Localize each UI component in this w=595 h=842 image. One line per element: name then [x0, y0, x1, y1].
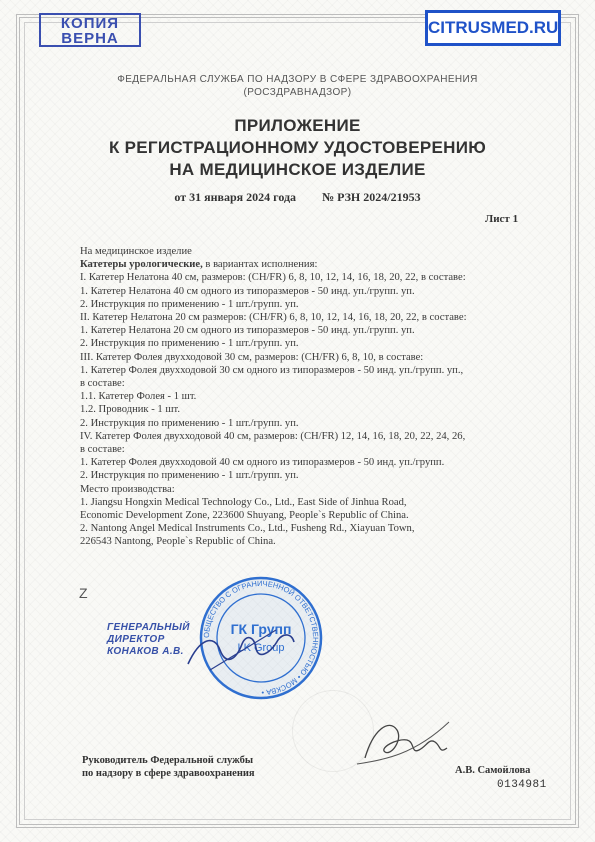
site-logo[interactable]: CITRUSMED.RU [425, 10, 561, 46]
director-stamp-line3: КОНАКОВ А.В. [107, 646, 184, 657]
copy-stamp-line2: ВЕРНА [61, 30, 119, 47]
director-stamp-line1: ГЕНЕРАЛЬНЫЙ [107, 622, 190, 633]
head-name: А.В. Самойлова [455, 765, 531, 776]
copy-verified-stamp [39, 13, 141, 47]
description-line: 226543 Nantong, People`s Republic of China. [80, 536, 276, 548]
director-stamp-line2: ДИРЕКТОР [107, 634, 165, 645]
description-line: Место производства: [80, 483, 175, 495]
description-line: На медицинское изделие [80, 246, 192, 257]
description-line: 2. Nantong Angel Medical Instruments Co., Ltd., Fusheng Rd., Xiayuan Town, [80, 523, 415, 535]
seal-center-text2: LK Group [237, 642, 285, 654]
number-prefix: № [322, 190, 335, 204]
head-title-line1: Руководитель Федеральной службы [82, 755, 254, 766]
z-mark: Z [79, 585, 88, 601]
description-line: 1.2. Проводник - 1 шт. [80, 404, 180, 416]
doc-date: 31 января 2024 года [189, 190, 297, 204]
doc-title-line2: К РЕГИСТРАЦИОННОМУ УДОСТОВЕРЕНИЮ [108, 138, 487, 157]
description-line: 1. Jiangsu Hongxin Medical Technology Co., Ltd., East Side of Jinhua Road, [80, 496, 407, 508]
doc-title-line3: НА МЕДИЦИНСКОЕ ИЗДЕЛИЕ [169, 160, 426, 179]
copy-stamp-line1: КОПИЯ [60, 15, 120, 32]
description-line: 2. Инструкция по применению - 1 шт./групп. уп. [80, 298, 299, 310]
description-line: 2. Инструкция по применению - 1 шт./групп. уп. [80, 338, 299, 350]
description-line: в составе: [80, 378, 125, 390]
description-line: IV. Катетер Фолея двухходовой 40 см, размеров: (CH/FR) 12, 14, 16, 18, 20, 22, 24, 26, [80, 430, 466, 442]
description-line: 1.1. Катетер Фолея - 1 шт. [80, 391, 197, 403]
sheet-number: Лист 1 [485, 213, 519, 225]
director-stamp [107, 622, 190, 658]
head-title-line2: по надзору в сфере здравоохранения [82, 768, 255, 779]
seal-center-text1: ГК Групп [230, 621, 292, 637]
description-line: Катетеры урологические, в вариантах исполнения: [80, 259, 318, 271]
doc-number: РЗН 2024/21953 [337, 190, 421, 204]
date-prefix: от [174, 190, 187, 204]
description-line: в составе: [80, 444, 125, 456]
description-line: 1. Катетер Нелатона 20 см одного из типоразмеров - 50 инд. уп./групп. уп. [80, 325, 415, 337]
director-signature [180, 620, 300, 680]
description-line: 1. Катетер Фолея двухходовой 30 см одного из типоразмеров - 50 инд. уп./групп. уп., [80, 364, 464, 376]
description-line: 2. Инструкция по применению - 1 шт./групп. уп. [80, 470, 299, 482]
description-line: 2. Инструкция по применению - 1 шт./групп. уп. [80, 417, 299, 429]
device-name: Катетеры урологические, [80, 259, 203, 271]
description-line: Economic Development Zone, 223600 Shuyang, People`s Republic of China. [80, 510, 409, 522]
description-line: I. Катетер Нелатона 40 см, размеров: (CH/FR) 6, 8, 10, 12, 14, 16, 18, 20, 22, в составе: [80, 272, 466, 284]
date-number-line [40, 190, 555, 205]
agency-abbr: (РОСЗДРАВНАДЗОР) [243, 87, 352, 98]
agency-name: ФЕДЕРАЛЬНАЯ СЛУЖБА ПО НАДЗОРУ В СФЕРЕ ЗДРАВООХРАНЕНИЯ [117, 74, 478, 85]
device-description [80, 245, 550, 549]
description-line: II. Катетер Нелатона 20 см размеров: (CH/FR) 6, 8, 10, 12, 14, 16, 18, 20, 22, в составе: [80, 312, 467, 324]
doc-title-line1: ПРИЛОЖЕНИЕ [234, 116, 361, 135]
head-signature [345, 708, 455, 773]
description-line: III. Катетер Фолея двухходовой 30 см, размеров: (CH/FR) 6, 8, 10, в составе: [80, 351, 424, 363]
description-line: 1. Катетер Нелатона 40 см одного из типоразмеров - 50 инд. уп./групп. уп. [80, 285, 415, 297]
description-line: 1. Катетер Фолея двухходовой 40 см одного из типоразмеров - 50 инд. уп./групп. [80, 457, 445, 469]
serial-number: 0134981 [497, 779, 547, 791]
head-title [82, 754, 255, 780]
seal-ring-text: ОБЩЕСТВО С ОГРАНИЧЕННОЙ ОТВЕТСТВЕННОСТЬЮ • МОСКВА • [201, 578, 321, 698]
